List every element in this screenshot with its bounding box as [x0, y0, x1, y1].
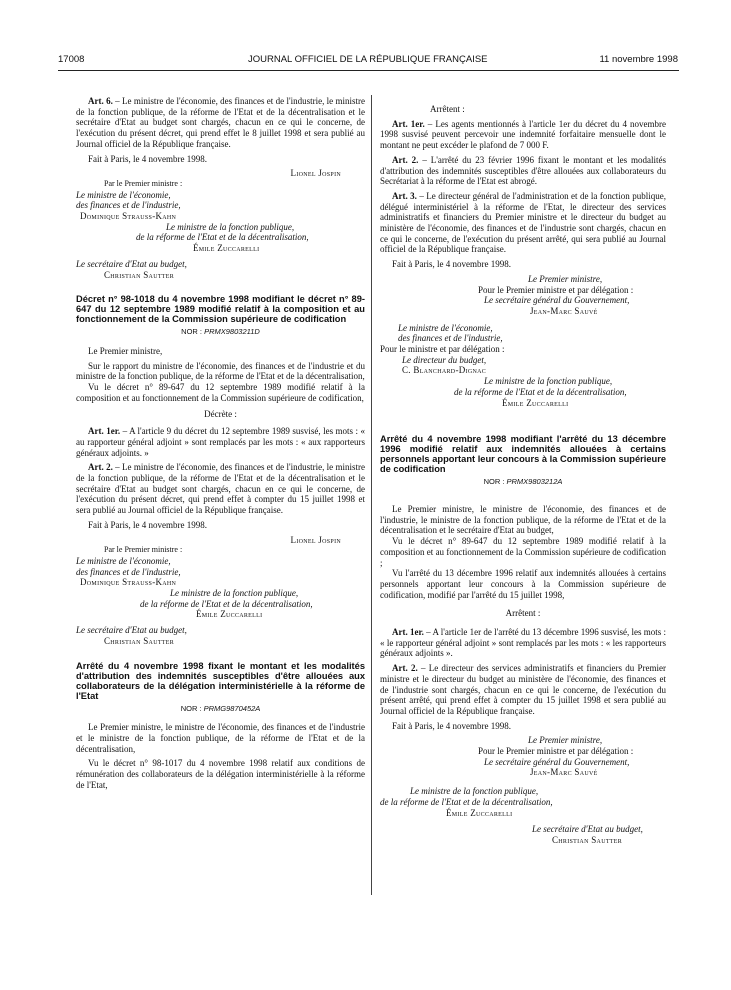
nor-label: NOR :: [180, 703, 204, 713]
article-text: – Le directeur des services administratifs et financiers du Premier ministre et le directeur du budget au ministère de l'économie, des finances et de l'industrie sont chargés, chacun en ce qui le concerne, de l'exécution du présent arrêté, qui prend effet à compter du 15 juillet 1998 et sera publié au Journal officiel de la République française.: [380, 663, 666, 716]
sig3-pm-deleg: Pour le Premier ministre et par délégation :: [478, 284, 634, 295]
arrete2-title: Arrêté du 4 novembre 1998 modifiant l'arrêté du 13 décembre 1996 modifié relatif aux indemnités allouées à certains personnels apportant leur concours à la Commission supérieure de codification: [380, 434, 666, 475]
arrete1-p1: Le Premier ministre, le ministre de l'économie, des finances et de l'industrie et le ministre de la fonction publique, de la réforme de l'Etat et de la décentralisation,: [76, 722, 365, 754]
minister-fp-line1: Le ministre de la fonction publique,: [166, 221, 295, 232]
article-label: Art. 1er.: [88, 426, 121, 437]
sig3-sg: Le secrétaire général du Gouvernement,: [484, 295, 630, 306]
minister-eco-2-line1: Le ministre de l'économie,: [76, 555, 171, 566]
decret-art2: [76, 462, 365, 516]
minister-eco-2-name: Dominique Strauss-Kahn: [80, 577, 177, 588]
secretary-budget-2: Le secrétaire d'Etat au budget,: [76, 625, 187, 636]
decret-p2: Sur le rapport du ministre de l'économie, des finances et de l'industrie et du ministre de la fonction publique, de la réforme de l'Etat et de la décentralisation,: [76, 360, 365, 382]
sig3-eco-deleg: Pour le ministre et par délégation :: [380, 344, 505, 355]
sig3-fp-1: Le ministre de la fonction publique,: [484, 376, 613, 387]
minister-eco-name: Dominique Strauss-Kahn: [80, 211, 177, 222]
sig4-pm-deleg: Pour le Premier ministre et par délégation :: [478, 746, 634, 757]
sig3-sg-name: Jean-Marc Sauvé: [530, 305, 598, 316]
minister-fp-line2: de la réforme de l'Etat et de la décentralisation,: [136, 232, 309, 243]
article-label: Art. 1er.: [392, 627, 424, 638]
par-premier-ministre: Par le Premier ministre :: [104, 178, 183, 188]
signature-pm: Lionel Jospin: [290, 168, 341, 179]
decret-art1: [76, 426, 365, 458]
right-column: [380, 104, 666, 846]
left-column: [76, 96, 365, 794]
article-text: – L'arrêté du 23 février 1996 fixant le montant et les modalités d'attribution des indemnités susceptibles d'être allouées aux collaborateurs du Secrétariat à la réforme de l'Etat est abrogé.: [380, 154, 666, 187]
sig4-sg: Le secrétaire général du Gouvernement,: [484, 756, 630, 767]
minister-eco-line2: des finances et de l'industrie,: [76, 200, 181, 211]
minister-fp-name: Émile Zuccarelli: [193, 243, 260, 254]
nor-code: PRMX9803211D: [204, 327, 260, 337]
sig3-pm: Le Premier ministre,: [528, 273, 603, 284]
column-divider: [371, 95, 372, 895]
sig4-sg-name: Jean-Marc Sauvé: [530, 767, 598, 778]
minister-fp-2-line2: de la réforme de l'Etat et de la décentralisation,: [140, 598, 313, 609]
signature-pm-2: Lionel Jospin: [290, 534, 341, 545]
header-rule: [58, 70, 679, 71]
article-text: – Le directeur général de l'administration et de la fonction publique, délégué interministériel à la réforme de l'Etat, le directeur des services administratifs et financiers du Premier ministre et le directeur du budget au ministère de l'économie, des finances et de l'industrie sont chargés, chacun en ce qui le concerne, de l'exécution du présent arrêté, qui sera publié au Journal officiel de la République française.: [380, 190, 666, 255]
secretary-budget: Le secrétaire d'Etat au budget,: [76, 258, 187, 269]
decret-title: Décret n° 98-1018 du 4 novembre 1998 modifiant le décret n° 89-647 du 12 septembre 1989 modifié relatif à la composition et au fonctionnement de la Commission supérieure de codification: [76, 294, 365, 325]
a1-art3: [380, 191, 666, 255]
a1-art1: [380, 119, 666, 151]
article-label: Art. 6.: [88, 96, 113, 106]
nor-label: NOR :: [483, 477, 507, 487]
article-label: Art. 1er.: [392, 118, 425, 129]
sig3-fp-2: de la réforme de l'Etat et de la décentralisation,: [454, 386, 627, 397]
arrete1-nor: [76, 704, 365, 715]
sig3-fp-name: Émile Zuccarelli: [502, 397, 569, 408]
article-label: Art. 2.: [392, 154, 419, 165]
arrete1-title: Arrêté du 4 novembre 1998 fixant le montant et les modalités d'attribution des indemnités susceptibles d'être allouées aux collaborateurs de la délégation interministérielle à la réforme de l'Etat: [76, 660, 365, 701]
minister-fp-2-line1: Le ministre de la fonction publique,: [170, 588, 299, 599]
sig4-pm: Le Premier ministre,: [528, 735, 603, 746]
journal-title: JOURNAL OFFICIEL DE LA RÉPUBLIQUE FRANÇAISE: [248, 54, 488, 65]
sig4-sec-budget: Le secrétaire d'Etat au budget,: [532, 824, 643, 835]
sig4-fp-2: de la réforme de l'Etat et de la décentralisation,: [380, 796, 553, 807]
a2-art2: [380, 663, 666, 717]
a2-p3: Vu l'arrêté du 13 décembre 1996 relatif aux indemnités allouées à certains personnels apportant leur concours à la Commission supérieure de codification, modifié par l'arrêté du 15 juillet 1998,: [380, 568, 666, 600]
a2-p1: Le Premier ministre, le ministre de l'économie, des finances et de l'industrie, le ministre de la fonction publique, de la réforme de l'Etat et de la décentralisation et le secrétaire d'Etat au budget,: [380, 503, 666, 536]
par-premier-ministre-2: Par le Premier ministre :: [104, 545, 183, 555]
page-header: [58, 54, 678, 68]
sig4-fp-name: Émile Zuccarelli: [446, 807, 513, 818]
nor-label: NOR :: [181, 327, 205, 337]
fait-paris-2: Fait à Paris, le 4 novembre 1998.: [88, 519, 207, 530]
arrete2-nor: [380, 477, 666, 488]
arretent-1: Arrêtent :: [430, 104, 465, 114]
sig3-dir-name: C. Blanchard-Dignac: [402, 365, 487, 376]
arretent-2: Arrêtent :: [505, 608, 541, 619]
decret-p3: Vu le décret n° 89-647 du 12 septembre 1989 modifié relatif à la composition et au fonctionnement de la Commission supérieure de codification,: [76, 382, 365, 403]
article-text: – A l'article 1er de l'arrêté du 13 décembre 1996 susvisé, les mots : « le rapporteur général adjoint » sont remplacés par les mots : « les rapporteurs généraux adjoints ».: [380, 627, 666, 659]
article-6: [76, 96, 365, 150]
a2-p2: Vu le décret n° 89-647 du 12 septembre 1989 modifié relatif à la composition et au fonctionnement de la Commission supérieure de codification ;: [380, 536, 666, 568]
minister-fp-2-name: Émile Zuccarelli: [196, 609, 263, 620]
a2-art1: [380, 627, 666, 659]
arrete1-p2: Vu le décret n° 98-1017 du 4 novembre 1998 relatif aux conditions de rémunération des collaborateurs de la délégation interministérielle à la réforme de l'Etat,: [76, 758, 365, 790]
sig4-fp-1: Le ministre de la fonction publique,: [410, 786, 539, 797]
secretary-budget-2-name: Christian Sautter: [104, 635, 175, 646]
article-label: Art. 2.: [88, 462, 113, 473]
sig3-eco-2: des finances et de l'industrie,: [398, 333, 503, 344]
sig4-sec-budget-name: Christian Sautter: [552, 834, 623, 845]
article-label: Art. 3.: [392, 190, 417, 201]
article-text: – A l'article 9 du décret du 12 septembre 1989 susvisé, les mots : « au rapporteur général adjoint » sont remplacés par les mots : « aux rapporteurs généraux adjoints. »: [76, 426, 365, 458]
fait-paris-1: Fait à Paris, le 4 novembre 1998.: [88, 153, 207, 164]
fait-paris-3: Fait à Paris, le 4 novembre 1998.: [392, 259, 511, 270]
article-label: Art. 2.: [392, 663, 418, 674]
fait-paris-4: Fait à Paris, le 4 novembre 1998.: [392, 720, 511, 731]
article-text: – Le ministre de l'économie, des finances et de l'industrie, le ministre de la fonction publique, de la réforme de l'Etat et de la décentralisation et le secrétaire d'Etat au budget sont chargés, chacun en ce qui le concerne, de l'exécution du présent décret, qui prend effet à compter du 15 juillet 1998 et sera publié au Journal officiel de la République française.: [76, 462, 365, 516]
article-text: – Le ministre de l'économie, des finances et de l'industrie, le ministre de la fonction publique, de la réforme de l'Etat et de la décentralisation et le secrétaire d'Etat au budget sont chargés, chacun en ce qui le concerne, de l'exécution du présent décret, qui prend effet le 8 juillet 1998 et sera publié au Journal officiel de la République française.: [76, 96, 365, 149]
decret-nor: [76, 327, 365, 338]
decrete: Décrète :: [204, 409, 237, 420]
issue-date: 11 novembre 1998: [599, 54, 678, 65]
minister-eco-2-line2: des finances et de l'industrie,: [76, 566, 181, 577]
nor-code: PRMG9870452A: [203, 703, 261, 713]
nor-code: PRMX9803212A: [506, 477, 563, 487]
article-text: – Les agents mentionnés à l'article 1er du décret du 4 novembre 1998 susvisé peuvent percevoir une indemnité forfaitaire mensuelle dont le montant ne peut excéder le plafond de 7 000 F.: [380, 118, 666, 151]
sig3-eco-1: Le ministre de l'économie,: [398, 322, 493, 333]
sig3-dir-budget: Le directeur du budget,: [402, 354, 487, 365]
decret-p1: Le Premier ministre,: [88, 345, 163, 356]
a1-art2: [380, 155, 666, 187]
secretary-budget-name: Christian Sautter: [104, 269, 175, 280]
minister-eco-line1: Le ministre de l'économie,: [76, 189, 171, 200]
page-number: 17008: [58, 54, 85, 65]
